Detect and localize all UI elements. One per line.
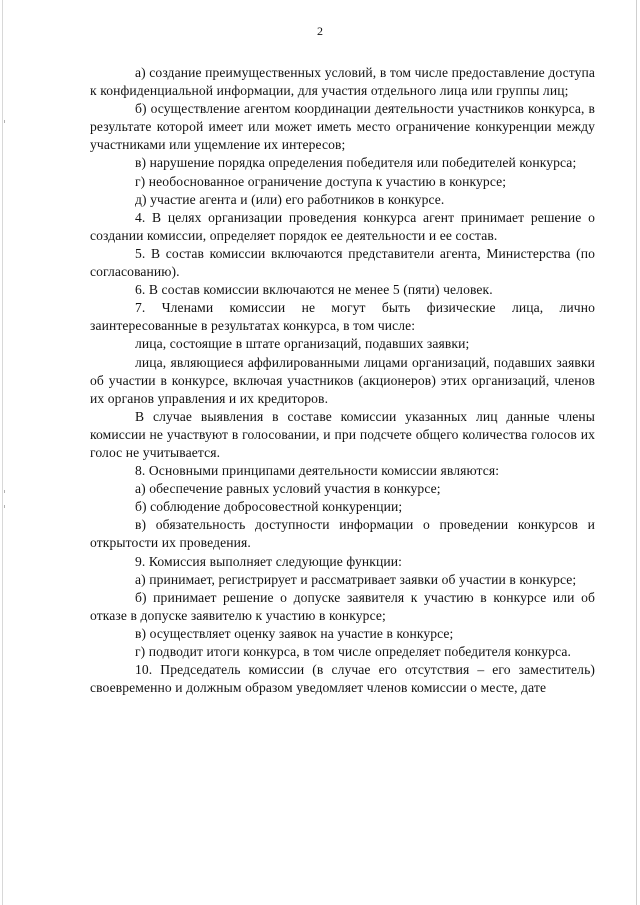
paragraph: лица, являющиеся аффилированными лицами организаций, подавших заявки об участии в конкурсе, включая участников (акционеров) этих организаций, членов их органов управления и их кредиторов. bbox=[90, 354, 595, 406]
paragraph: б) соблюдение добросовестной конкуренции; bbox=[135, 499, 403, 515]
paragraph: 6. В состав комиссии включаются не менее 5 (пяти) человек. bbox=[135, 282, 493, 298]
scan-edge-right bbox=[636, 0, 637, 905]
paragraph: а) создание преимущественных условий, в том числе предоставление доступа к конфиденциальной информации, для участия отдельного лица или группы лиц; bbox=[90, 65, 595, 99]
paragraph: 8. Основными принципами деятельности комиссии являются: bbox=[135, 463, 500, 479]
paragraph: лица, состоящие в штате организаций, подавших заявки; bbox=[135, 336, 470, 352]
paragraph: б) принимает решение о допуске заявителя к участию в конкурсе или об отказе в допуске заявителю к участию в конкурсе; bbox=[90, 589, 595, 623]
document-body bbox=[90, 64, 595, 697]
paragraph: 7. Членами комиссии не могут быть физические лица, лично заинтересованные в результатах конкурса, в том числе: bbox=[90, 300, 595, 334]
paragraph: а) принимает, регистрирует и рассматривает заявки об участии в конкурсе; bbox=[135, 571, 577, 587]
paragraph: 9. Комиссия выполняет следующие функции: bbox=[135, 553, 402, 569]
paragraph: г) необоснованное ограничение доступа к участию в конкурсе; bbox=[135, 173, 507, 189]
scan-edge-left bbox=[2, 0, 3, 905]
paragraph: В случае выявления в составе комиссии указанных лиц данные члены комиссии не участвуют в голосовании, и при подсчете общего количества голосов их голос не учитывается. bbox=[90, 408, 595, 460]
paragraph: 4. В целях организации проведения конкурса агент принимает решение о создании комиссии, определяет порядок ее деятельности и ее состав. bbox=[90, 209, 595, 243]
paragraph: а) обеспечение равных условий участия в конкурсе; bbox=[135, 481, 441, 497]
scan-artifact bbox=[4, 490, 5, 493]
scan-artifact bbox=[4, 120, 5, 123]
paragraph: в) нарушение порядка определения победителя или победителей конкурса; bbox=[135, 155, 577, 171]
paragraph: д) участие агента и (или) его работников в конкурсе. bbox=[135, 191, 445, 207]
paragraph: 10. Председатель комиссии (в случае его отсутствия – его заместитель) своевременно и должным образом уведомляет членов комиссии о месте, дате bbox=[90, 662, 595, 696]
paragraph: г) подводит итоги конкурса, в том числе определяет победителя конкурса. bbox=[135, 644, 572, 659]
paragraph: в) обязательность доступности информации о проведении конкурсов и открытости их проведения. bbox=[90, 517, 595, 551]
paragraph: 5. В состав комиссии включаются представители агента, Министерства (по согласованию). bbox=[90, 245, 595, 280]
paragraph: б) осуществление агентом координации деятельности участников конкурса, в результате которой имеет или может иметь место ограничение конкуренции между участниками или ущемление их интересов; bbox=[90, 101, 595, 153]
paragraph: в) осуществляет оценку заявок на участие в конкурсе; bbox=[135, 625, 454, 641]
page-number: 2 bbox=[317, 24, 323, 38]
scan-artifact bbox=[4, 505, 5, 508]
